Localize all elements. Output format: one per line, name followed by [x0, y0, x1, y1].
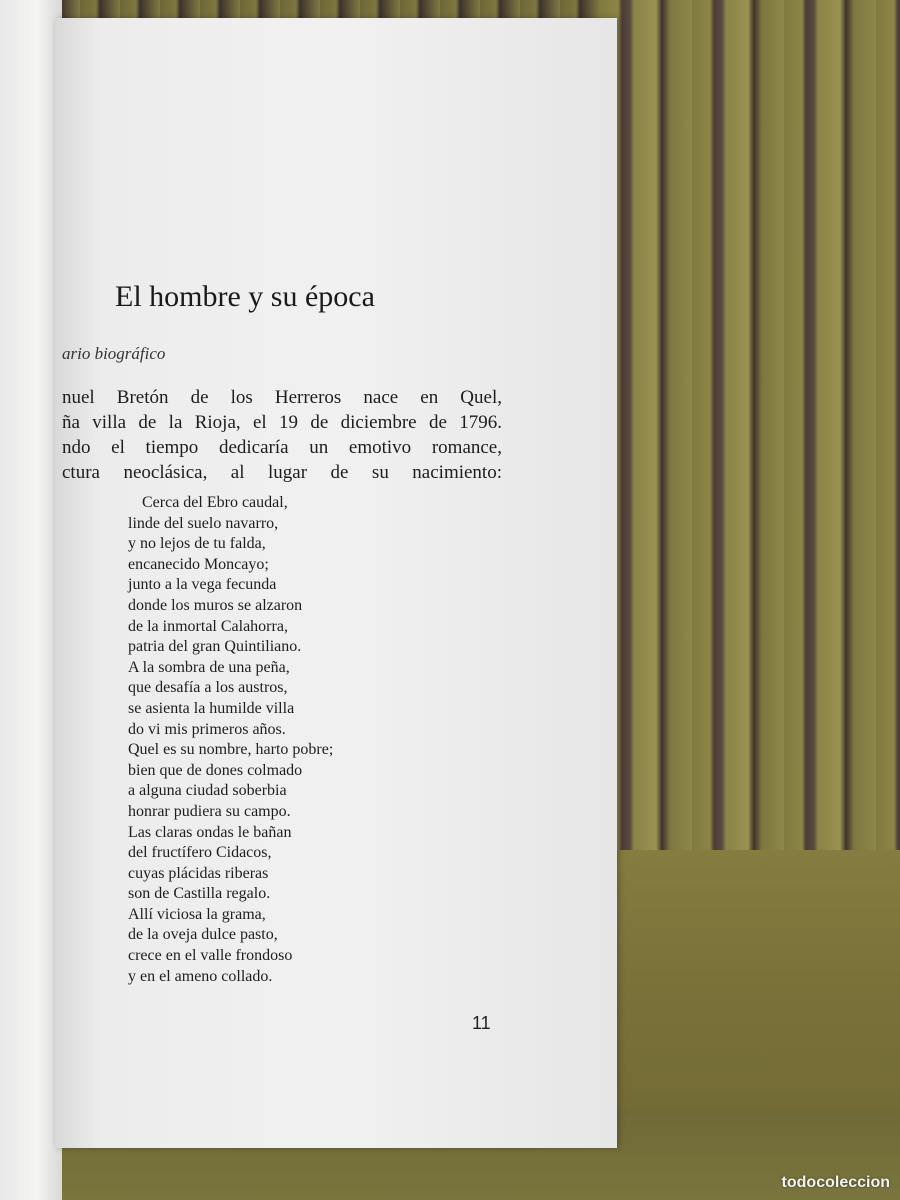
section-subheading: ario biográfico [62, 344, 166, 363]
poem-line: son de Castilla regalo. [128, 885, 271, 903]
chapter-heading: El hombre y su época [115, 280, 375, 313]
poem-line: patria del gran Quintiliano. [128, 638, 302, 656]
poem-line: y en el ameno collado. [128, 967, 273, 985]
poem-block [128, 493, 448, 987]
poem-line: donde los muros se alzaron [128, 596, 303, 614]
prose-line: ña villa de la Rioja, el 19 de diciembre de 1796. [62, 412, 502, 433]
poem-line: se asienta la humilde villa [128, 699, 295, 717]
prose-line: nuel Bretón de los Herreros nace en Quel, [62, 387, 502, 408]
poem-line: de la inmortal Calahorra, [128, 617, 288, 635]
poem-line: A la sombra de una peña, [128, 658, 290, 676]
couch-striped-fabric [600, 0, 900, 860]
poem-line: que desafía a los austros, [128, 679, 288, 697]
poem-line: honrar pudiera su campo. [128, 802, 291, 820]
poem-line: Quel es su nombre, harto pobre; [128, 741, 334, 759]
poem-line: bien que de dones colmado [128, 761, 303, 779]
poem-line: Cerca del Ebro caudal, [142, 494, 288, 511]
poem-line: Las claras ondas le bañan [128, 823, 292, 841]
prose-paragraph [62, 385, 502, 485]
poem-line: encanecido Moncayo; [128, 555, 269, 573]
poem-line: do vi mis primeros años. [128, 720, 286, 738]
poem-line: linde del suelo navarro, [128, 514, 279, 532]
poem-line: y no lejos de tu falda, [128, 535, 266, 553]
watermark-logo: todocoleccion [781, 1174, 890, 1191]
prose-line: ctura neoclásica, al lugar de su nacimiento: [62, 462, 502, 483]
poem-line: cuyas plácidas riberas [128, 864, 269, 882]
poem-line: de la oveja dulce pasto, [128, 926, 278, 944]
poem-line: del fructífero Cidacos, [128, 844, 272, 862]
poem-line: Allí viciosa la grama, [128, 905, 266, 923]
left-page-edge [0, 0, 62, 1200]
poem-line: a alguna ciudad soberbia [128, 782, 287, 800]
poem-line: crece en el valle frondoso [128, 947, 293, 965]
page-number: 11 [472, 1013, 491, 1033]
poem-line: junto a la vega fecunda [128, 576, 277, 594]
prose-line: ndo el tiempo dedicaría un emotivo romance, [62, 437, 502, 458]
